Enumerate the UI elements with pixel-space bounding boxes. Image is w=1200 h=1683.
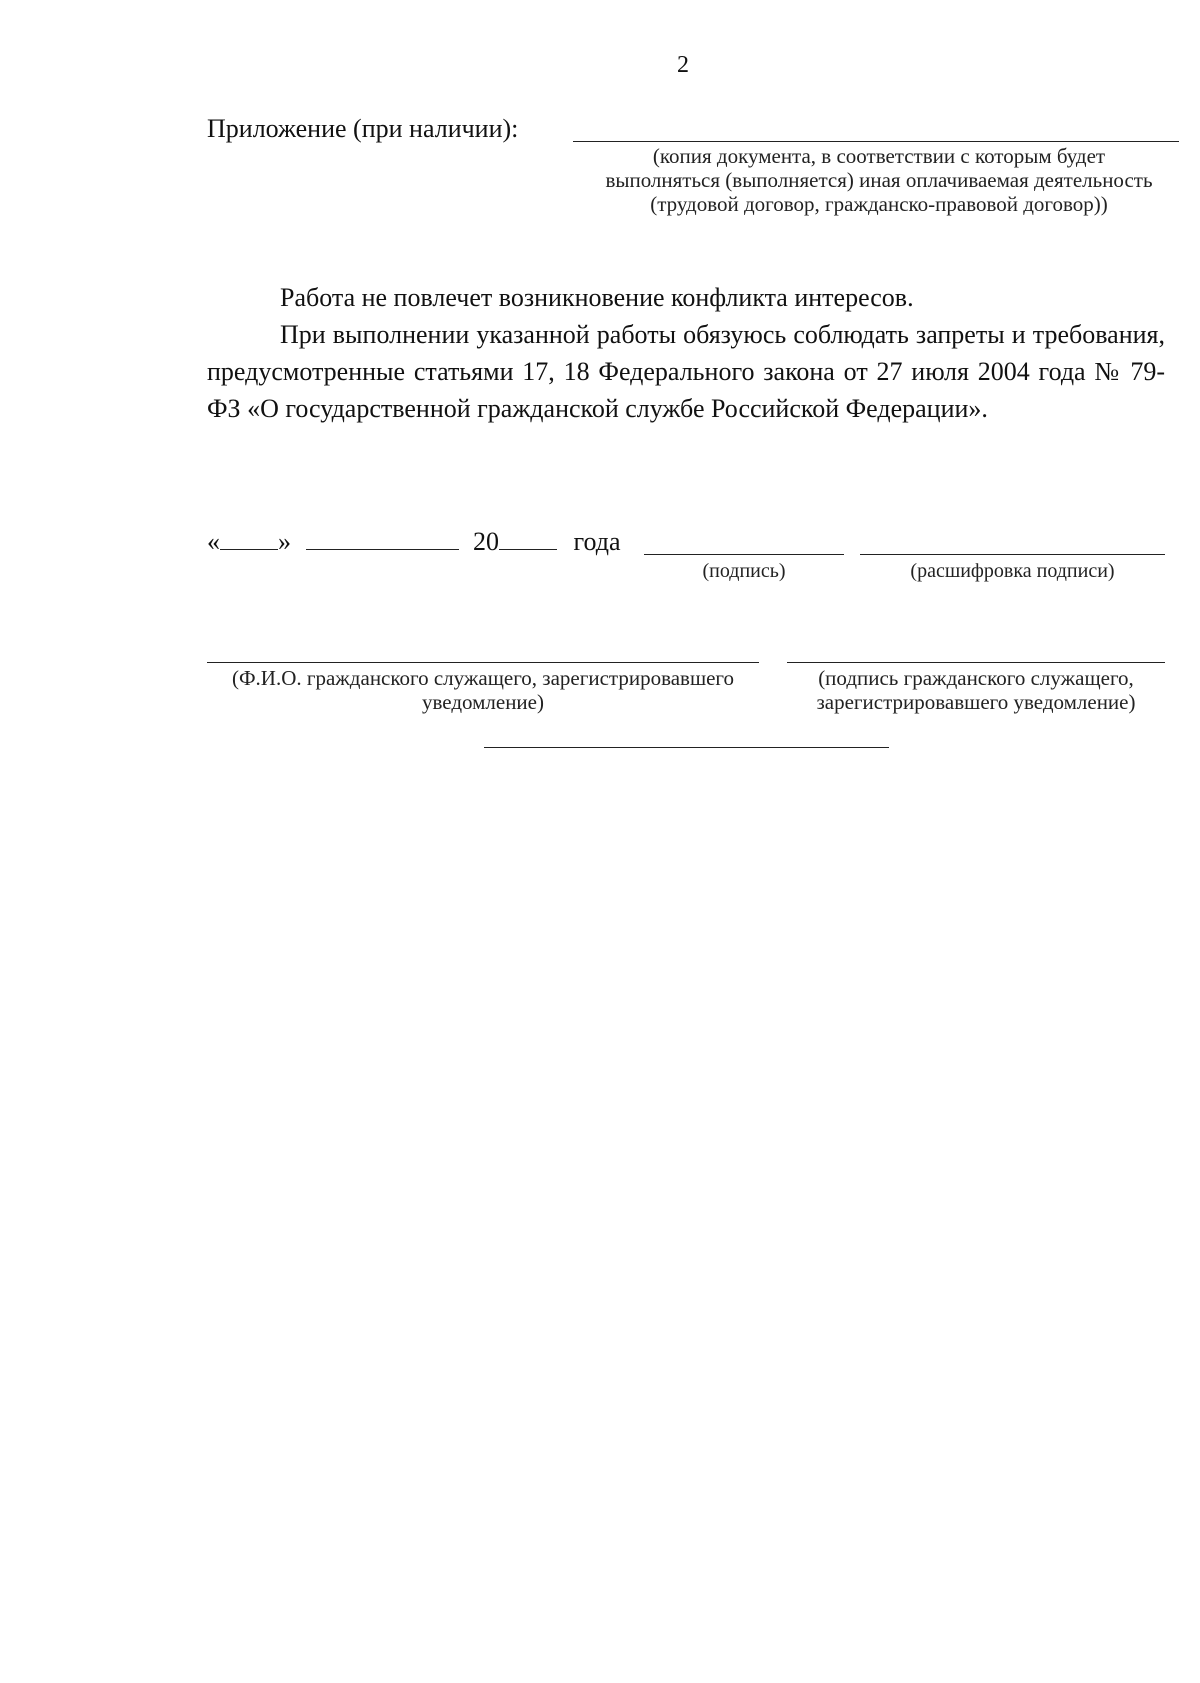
signature-decoding-caption: (расшифровка подписи): [910, 560, 1115, 582]
year-word: года: [573, 527, 621, 556]
signature-caption: (подпись): [702, 560, 786, 582]
obligation-statement: При выполнении указанной работы обязуюсь соблюдать запреты и требования, предусмотренные статьями 17, 18 Федерального закона от 27 июля 2004 года № 79-ФЗ «О государственной гражданской службе Российской Федерации».: [207, 320, 1165, 423]
day-blank: [220, 525, 278, 550]
attachment-label: Приложение (при наличии):: [207, 114, 519, 143]
conflict-statement: Работа не повлечет возникновение конфликта интересов.: [280, 283, 914, 312]
body-text: [207, 279, 1165, 427]
attachment-blank-line: [573, 141, 1179, 142]
closing-divider: [484, 747, 889, 748]
registrar-name-caption: (Ф.И.О. гражданского служащего, зарегистрировавшего уведомление): [231, 666, 735, 714]
signature-decoding-line: [860, 554, 1165, 555]
signature-line: [644, 554, 844, 555]
date-open-quote: «: [207, 527, 220, 556]
attachment-note: (копия документа, в соответствии с которым будет выполняться (выполняется) иная оплачиваемая деятельность (трудовой договор, гражданско-правовой договор)): [605, 144, 1153, 216]
date-row: [207, 525, 621, 557]
month-blank: [306, 525, 459, 550]
year-blank: [499, 525, 557, 550]
page-number: 2: [677, 52, 689, 78]
registrar-name-line: [207, 662, 759, 663]
registrar-signature-caption: (подпись гражданского служащего, зарегистрировавшего уведомление): [816, 666, 1136, 714]
registrar-signature-line: [787, 662, 1165, 663]
date-close-quote: »: [278, 527, 291, 556]
year-century: 20: [473, 527, 499, 556]
